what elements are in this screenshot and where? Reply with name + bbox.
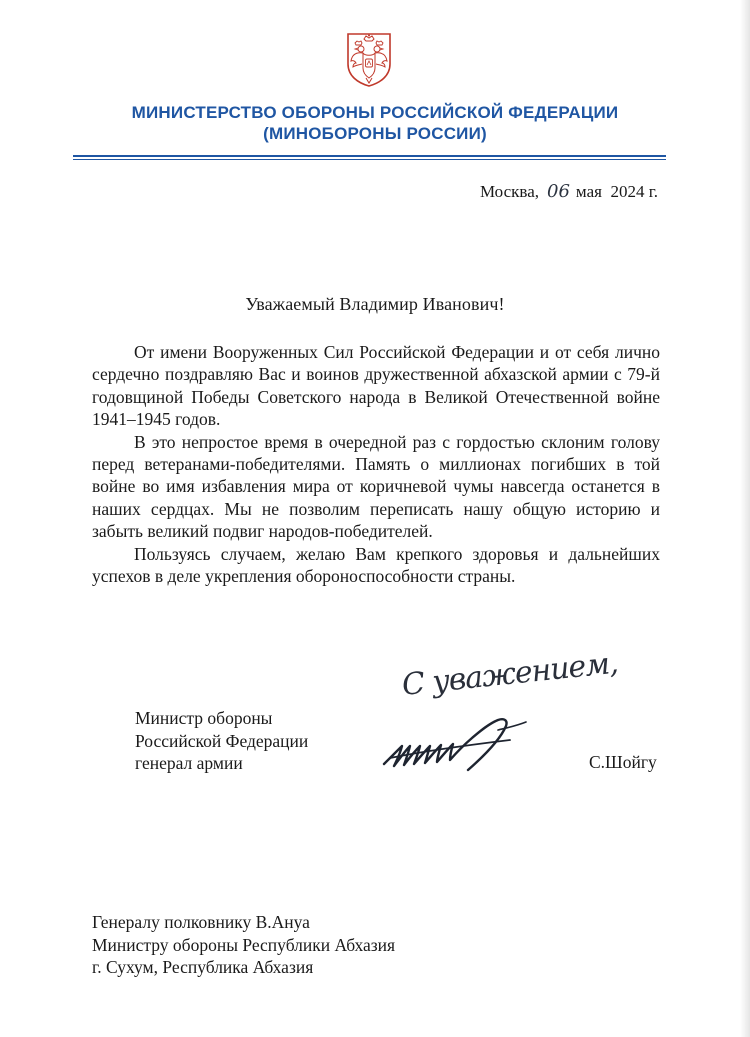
ministry-short-name: (МИНОБОРОНЫ РОССИИ) (263, 124, 487, 143)
body-paragraph: От имени Вооруженных Сил Российской Федерации и от себя лично сердечно поздравляю Вас и воинов дружественной абхазской армии с 79-й годовщиной Победы Советского народа в Великой Отечественной войне 1941–1945 годов. (92, 342, 660, 430)
date-month: мая (575, 182, 602, 201)
signer-title-line: генерал армии (135, 753, 243, 773)
page-edge-shadow (740, 0, 750, 1037)
body-paragraph: Пользуясь случаем, желаю Вам крепкого здоровья и дальнейших успехов в деле укрепления обороноспособности страны. (92, 543, 660, 587)
header-rule-thin (73, 159, 666, 160)
letter-date (480, 181, 658, 202)
addressee-line: г. Сухум, Республика Абхазия (92, 957, 314, 977)
date-day-handwritten: 06 (547, 181, 570, 202)
signer-name: С.Шойгу (589, 752, 657, 772)
ministry-name: МИНИСТЕРСТВО ОБОРОНЫ РОССИЙСКОЙ ФЕДЕРАЦИИ (131, 103, 619, 122)
addressee-line: Министру обороны Республики Абхазия (92, 934, 396, 955)
addressee-line: Генералу полковнику В.Ануа (92, 912, 310, 932)
date-year-suffix: г. (648, 182, 658, 201)
salutation: Уважаемый Владимир Иванович! (245, 294, 505, 314)
letter-body (92, 341, 660, 587)
russian-coat-of-arms-icon (344, 30, 394, 88)
body-paragraph: В это непростое время в очередной раз с гордостью склоним голову перед ветеранами-победителями. Память о миллионах погибших в той войне во имя избавления мира от коричневой чумы навсегда останется в наших сердцах. Мы не позволим переписать нашу общую историю и забыть великий подвиг народов-победителей. (92, 431, 660, 542)
addressee-block (92, 911, 395, 979)
header-rule-thick (73, 155, 666, 157)
closing-text: С уважением, (400, 645, 620, 703)
signer-title-line: Российской Федерации (135, 730, 309, 751)
date-city: Москва, (479, 182, 540, 201)
date-year: 2024 (610, 182, 645, 201)
signer-title (135, 707, 308, 775)
signer-title-line: Министр обороны (135, 708, 273, 728)
handwritten-signature-icon (380, 712, 550, 774)
